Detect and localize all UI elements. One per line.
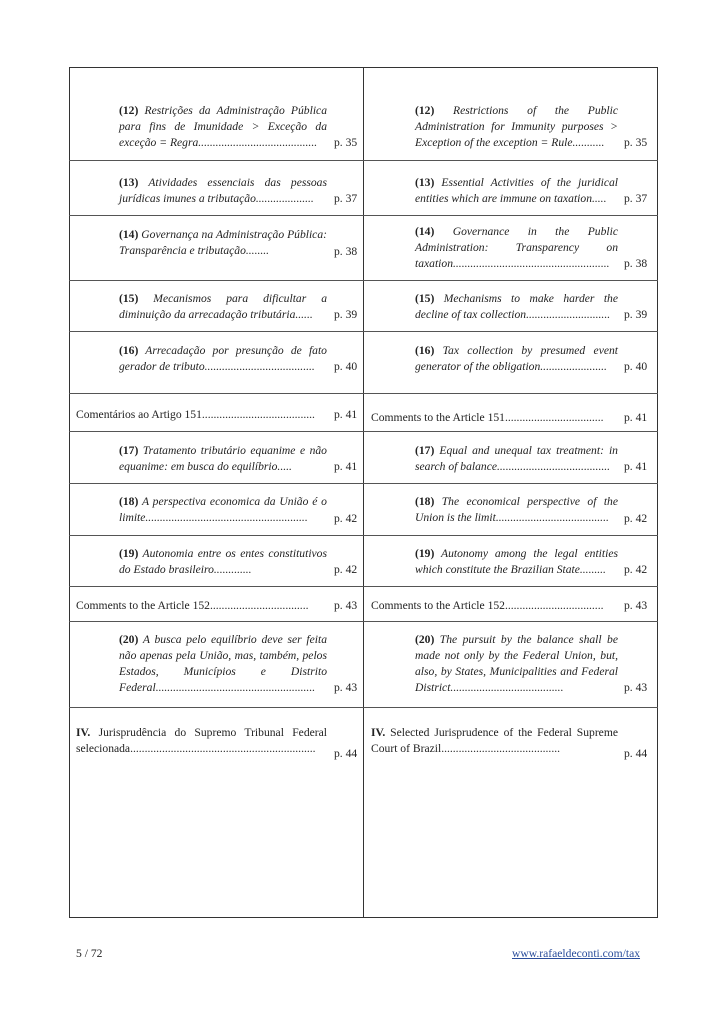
row-rule [69,431,658,432]
toc-entry-en-16: (16) Tax collection by presumed event generator of the obligation....................... [415,344,618,373]
toc-entry-en-18: (18) The economical perspective of the Union is the limit....................................... [415,495,618,524]
section-heading-en-152: Comments to the Article 152.................................. [371,599,604,612]
page-ref-en-14: p. 38 [624,257,648,270]
toc-entry-pt-18: (18) A perspectiva economica da União é o limite........................................................ [119,495,327,524]
page-ref-pt-16: p. 40 [334,360,358,373]
row-rule [69,586,658,587]
page-ref-pt-iv: p. 44 [334,747,358,760]
page-number: 5 / 72 [76,947,103,960]
page-ref-pt-152: p. 43 [334,599,358,612]
toc-entry-pt-19: (19) Autonomia entre os entes constitutivos do Estado brasileiro............. [119,547,327,576]
toc-entry-en-19: (19) Autonomy among the legal entities which constitute the Brazilian State......... [415,547,618,576]
page-ref-pt-151: p. 41 [334,408,358,421]
toc-entry-en-14: (14) Governance in the Public Administration: Transparency on taxation...................................................... [415,225,618,270]
toc-entry-pt-16: (16) Arrecadação por presunção de fato gerador de tributo...................................... [119,344,327,373]
page-ref-en-20: p. 43 [624,681,648,694]
website-link[interactable]: www.rafaeldeconti.com/tax [512,947,641,960]
section-heading-pt-151: Comentários ao Artigo 151....................................... [76,408,315,421]
section-heading-pt-152: Comments to the Article 152.................................. [76,599,309,612]
toc-entry-en-12: (12) Restrictions of the Public Administration for Immunity purposes > Exception of the exception = Rule........... [415,104,619,149]
column-divider [363,67,364,918]
toc-entry-pt-20: (20) A busca pelo equilíbrio deve ser feita não apenas pela União, mas, também, pelos Estados, Municípios e Distrito Federal....................................................... [119,633,327,694]
row-rule [69,483,658,484]
page-ref-pt-12: p. 35 [334,136,358,149]
toc-entry-pt-17: (17) Tratamento tributário equanime e não equanime: em busca do equilíbrio..... [119,444,327,473]
row-rule [69,535,658,536]
row-rule [69,280,658,281]
row-rule [69,393,658,394]
row-rule [69,331,658,332]
page-ref-en-151: p. 41 [624,411,648,424]
page-ref-pt-15: p. 39 [334,308,358,321]
page-ref-pt-13: p. 37 [334,192,358,205]
toc-entry-en-17: (17) Equal and unequal tax treatment: in search of balance....................................... [415,444,618,473]
page-ref-en-19: p. 42 [624,563,648,576]
page-ref-pt-20: p. 43 [334,681,358,694]
page-ref-en-12: p. 35 [624,136,648,149]
row-rule [69,160,658,161]
page-ref-en-18: p. 42 [624,512,648,525]
row-rule [69,621,658,622]
page-ref-en-15: p. 39 [624,308,648,321]
section-heading-pt-iv: IV. Jurisprudência do Supremo Tribunal Federal selecionada................................................................ [76,726,327,755]
toc-entry-pt-12: (12) Restrições da Administração Pública para fins de Imunidade > Exceção da exceção = Regra......................................... [119,104,327,149]
page-ref-pt-19: p. 42 [334,563,358,576]
page-ref-en-iv: p. 44 [624,747,648,760]
page-ref-en-152: p. 43 [624,599,648,612]
toc-entry-pt-15: (15) Mecanismos para dificultar a diminuição da arrecadação tributária...... [119,292,327,321]
page-ref-en-16: p. 40 [624,360,648,373]
page-ref-en-13: p. 37 [624,192,648,205]
toc-entry-pt-13: (13) Atividades essenciais das pessoas jurídicas imunes a tributação.................... [119,176,327,205]
page-ref-pt-17: p. 41 [334,460,358,473]
toc-entry-en-15: (15) Mechanisms to make harder the decline of tax collection............................. [415,292,618,321]
section-heading-en-151: Comments to the Article 151.................................. [371,411,604,424]
page-ref-pt-18: p. 42 [334,512,358,525]
toc-entry-pt-14: (14) Governança na Administração Pública: Transparência e tributação........ [119,228,327,257]
row-rule [69,707,658,708]
row-rule [69,215,658,216]
toc-entry-en-20: (20) The pursuit by the balance shall be made not only by the Federal Union, but, also, by States, Municipalities and Federal District....................................... [415,633,618,694]
toc-entry-en-13: (13) Essential Activities of the juridical entities which are immune on taxation..... [415,176,618,205]
section-heading-en-iv: IV. Selected Jurisprudence of the Federal Supreme Court of Brazil......................................... [371,726,618,755]
page-ref-pt-14: p. 38 [334,245,358,258]
page-ref-en-17: p. 41 [624,460,648,473]
